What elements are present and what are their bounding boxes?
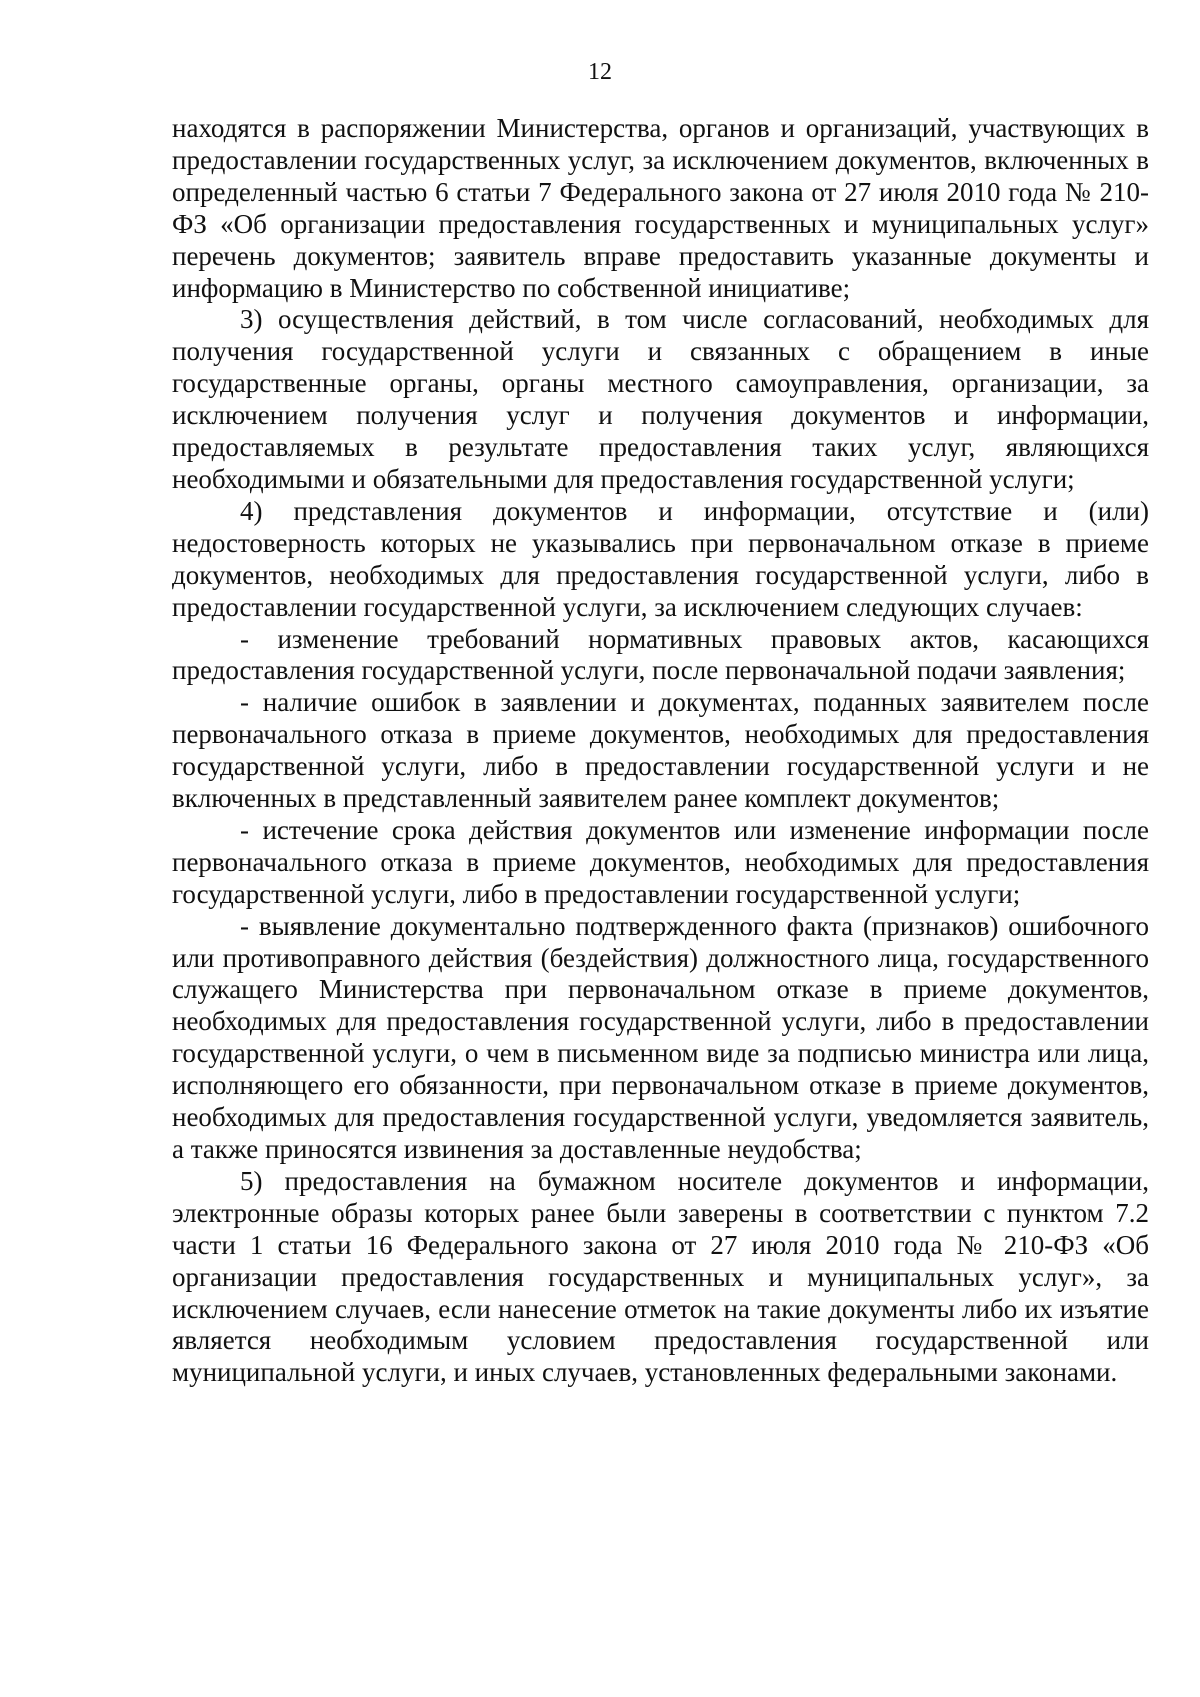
list-item-erroneous-action: - выявление документально подтвержденного факта (признаков) ошибочного или противоправного действия (бездействия) должностного лица, государственного служащего Министерства при первоначальном отказе в приеме документов, необходимых для предоставления государственной услуги, либо в предоставлении государственной услуги, о чем в письменном виде за подписью министра или лица, исполняющего его обязанности, при первоначальном отказе в приеме документов, необходимых для предоставления государственной услуги, уведомляется заявитель, а также приносятся извинения за доставленные неудобства; bbox=[172, 910, 1149, 1164]
list-item-requirements-change: - изменение требований нормативных правовых актов, касающихся предоставления государственной услуги, после первоначальной подачи заявления; bbox=[172, 623, 1149, 686]
paragraph-item-4: 4) представления документов и информации, отсутствие и (или) недостоверность которых не указывались при первоначальном отказе в приеме документов, необходимых для предоставления государственной услуги, либо в предоставлении государственной услуги, за исключением следующих случаев: bbox=[172, 495, 1149, 622]
paragraph-item-5: 5) предоставления на бумажном носителе документов и информации, электронные образы которых ранее были заверены в соответствии с пунктом 7.2 части 1 статьи 16 Федерального закона от 27 июля 2010 года № 210-ФЗ «Об организации предоставления государственных и муниципальных услуг», за исключением случаев, если нанесение отметок на такие документы либо их изъятие является необходимым условием предоставления государственной или муниципальной услуги, и иных случаев, установленных федеральными законами. bbox=[172, 1165, 1149, 1388]
paragraph-item-3: 3) осуществления действий, в том числе согласований, необходимых для получения государственной услуги и связанных с обращением в иные государственные органы, органы местного самоуправления, организации, за исключением получения услуг и получения документов и информации, предоставляемых в результате предоставления таких услуг, являющихся необходимыми и обязательными для предоставления государственной услуги; bbox=[172, 304, 1149, 494]
list-item-document-expiry: - истечение срока действия документов или изменение информации после первоначального отказа в приеме документов, необходимых для предоставления государственной услуги, либо в предоставлении государственной услуги; bbox=[172, 814, 1149, 909]
list-item-errors-in-application: - наличие ошибок в заявлении и документах, поданных заявителем после первоначального отказа в приеме документов, необходимых для предоставления государственной услуги, либо в предоставлении государственной услуги и не включенных в представленный заявителем ранее комплект документов; bbox=[172, 687, 1149, 814]
page-number: 12 bbox=[588, 59, 612, 85]
paragraph-continuation: находятся в распоряжении Министерства, органов и организаций, участвующих в предоставлении государственных услуг, за исключением документов, включенных в определенный частью 6 статьи 7 Федерального закона от 27 июля 2010 года № 210-ФЗ «Об организации предоставления государственных и муниципальных услуг» перечень документов; заявитель вправе предоставить указанные документы и информацию в Министерство по собственной инициативе; bbox=[172, 113, 1149, 303]
document-body bbox=[172, 113, 1149, 1389]
